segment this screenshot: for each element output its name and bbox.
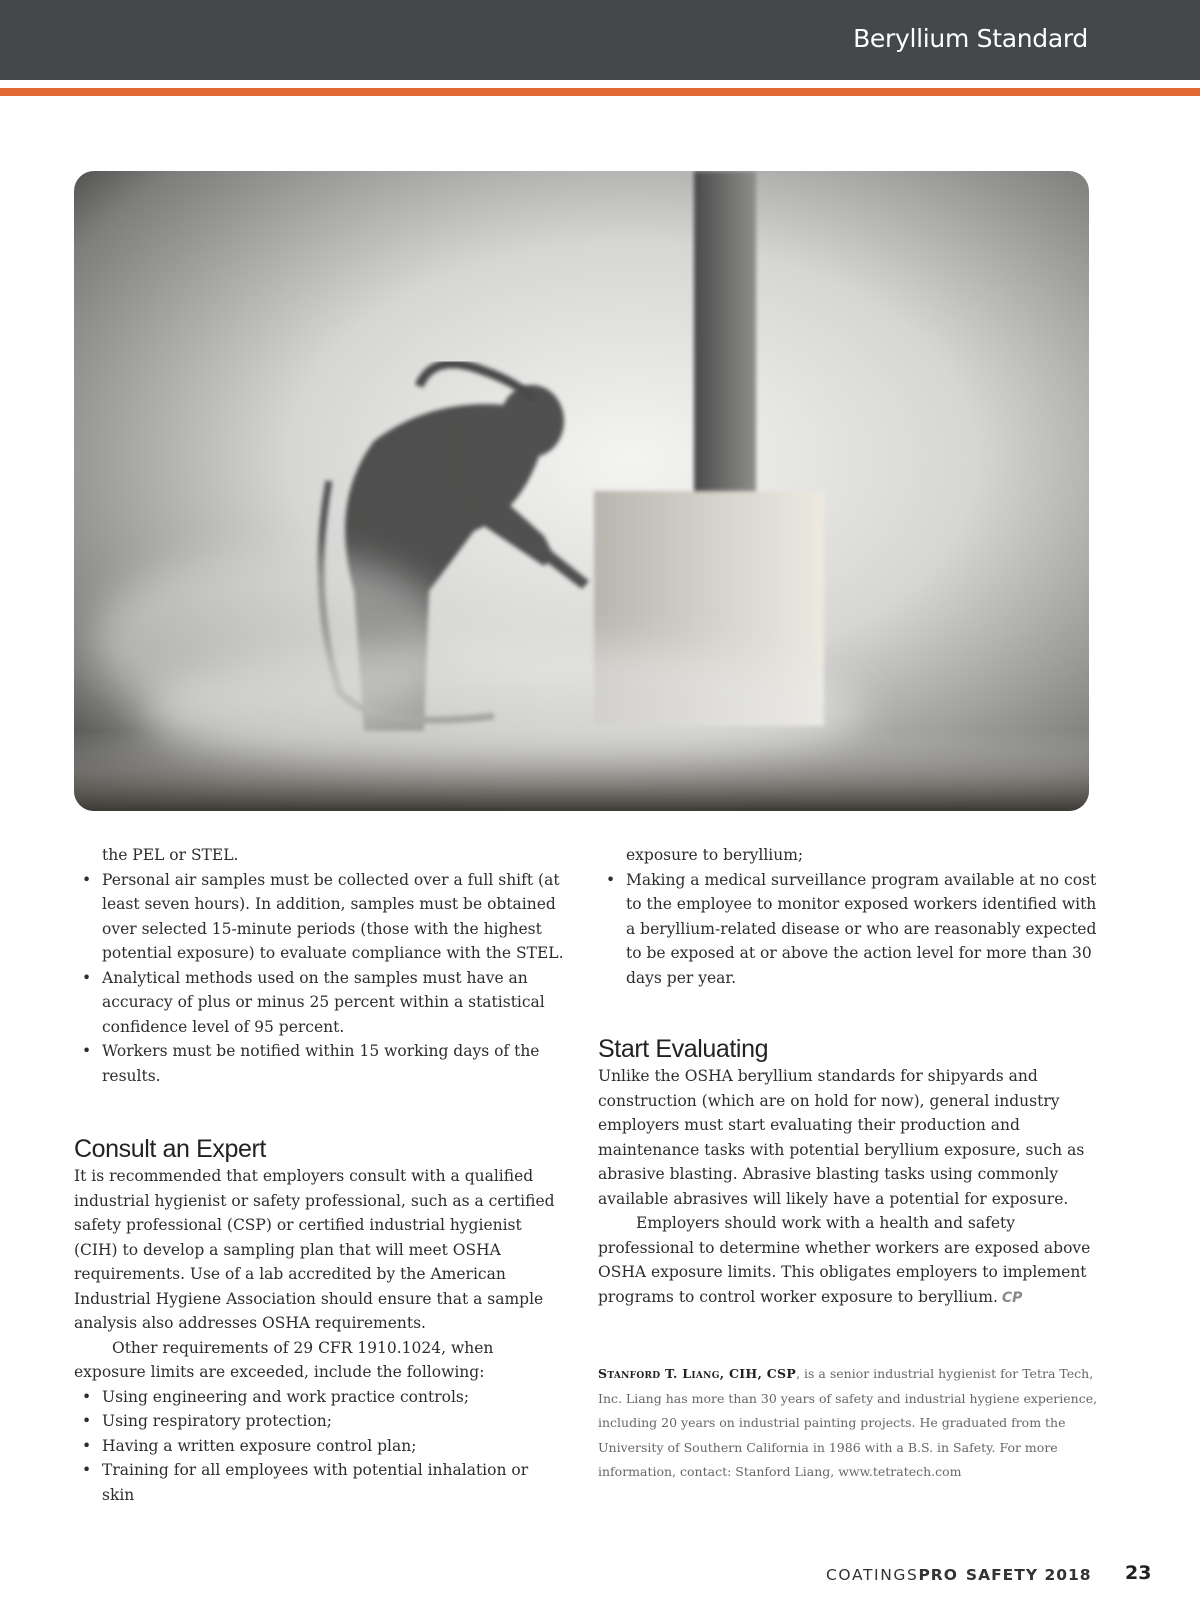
header-divider-white <box>0 80 1200 85</box>
consult-paragraph: It is recommended that employers consult with a qualified industrial hygienist or safety professional, such as a certified safety professional (CSP) or certified industrial hygienist (CIH) to develop a sampling plan that will meet OSHA requirements. Use of a lab accredited by the American Industrial Hygiene Association should ensure that a sample analysis also addresses OSHA requirements. <box>74 1167 555 1332</box>
list-item: • Personal air samples must be collected over a full shift (at least seven hours). In addition, samples must be obtained over selected 15-minute periods (those with the highest potential exposure) to evaluate compliance with the STEL. <box>74 868 564 966</box>
medical-surveillance-list <box>598 868 1098 991</box>
footer-brand-bold: PRO <box>918 1566 958 1584</box>
continuation-text: the PEL or STEL. <box>102 846 239 864</box>
section-title: Beryllium Standard <box>853 24 1088 53</box>
author-bio <box>598 1362 1098 1485</box>
heading-start-evaluating: Start Evaluating <box>598 1035 769 1063</box>
footer-issue: SAFETY 2018 <box>965 1566 1092 1584</box>
left-column <box>74 843 564 1507</box>
footer-brand-light: COATINGS <box>826 1566 919 1584</box>
author-name: Stanford T. Liang, CIH, CSP <box>598 1366 797 1381</box>
employers-paragraph-text: Employers should work with a health and safety professional to determine whether workers are exposed above OSHA exposure limits. This obligates employers to implement programs to control worker exposure to beryllium. <box>598 1214 1091 1306</box>
sampling-requirements-list <box>74 868 564 1089</box>
list-item: • Workers must be notified within 15 working days of the results. <box>74 1039 564 1088</box>
continuation-text: exposure to beryllium; <box>626 846 804 864</box>
evaluating-paragraph: Unlike the OSHA beryllium standards for shipyards and construction (which are on hold for now), general industry employers must start evaluating their production and maintenance tasks with potential beryllium exposure, such as abrasive blasting. Abrasive blasting tasks using commonly available abrasives will likely have a potential for exposure. <box>598 1067 1085 1208</box>
footer-publication <box>826 1566 1092 1584</box>
heading-consult-an-expert: Consult an Expert <box>74 1135 266 1163</box>
list-item: • Making a medical surveillance program available at no cost to the employee to monitor exposed workers identified with a beryllium-related disease or who are reasonably expected to be exposed at or above the action level for more than 30 days per year. <box>598 868 1098 991</box>
list-item: • Analytical methods used on the samples must have an accuracy of plus or minus 25 percent within a statistical confidence level of 95 percent. <box>74 966 564 1040</box>
list-item: • Using engineering and work practice controls; <box>74 1385 564 1410</box>
header-bar <box>0 0 1200 80</box>
end-mark-cp: CP <box>1001 1289 1023 1306</box>
page-number: 23 <box>1125 1562 1152 1584</box>
list-item: • Having a written exposure control plan; <box>74 1434 564 1459</box>
right-column <box>598 843 1098 1485</box>
exceeded-limits-requirements-list <box>74 1385 564 1508</box>
abrasive-blasting-photo <box>74 171 1089 811</box>
header-divider-orange <box>0 88 1200 96</box>
author-bio-text: , is a senior industrial hygienist for Tetra Tech, Inc. Liang has more than 30 years of safety and industrial hygiene experience, including 20 years on industrial painting projects. He graduated from the University of Southern California in 1986 with a B.S. in Safety. For more information, contact: Stanford Liang, www.tetratech.com <box>598 1366 1098 1479</box>
list-item: • Using respiratory protection; <box>74 1409 564 1434</box>
list-item: • Training for all employees with potential inhalation or skin <box>74 1458 564 1507</box>
employers-paragraph <box>598 1211 1098 1310</box>
requirements-intro-paragraph: Other requirements of 29 CFR 1910.1024, when exposure limits are exceeded, include the following: <box>74 1338 494 1381</box>
